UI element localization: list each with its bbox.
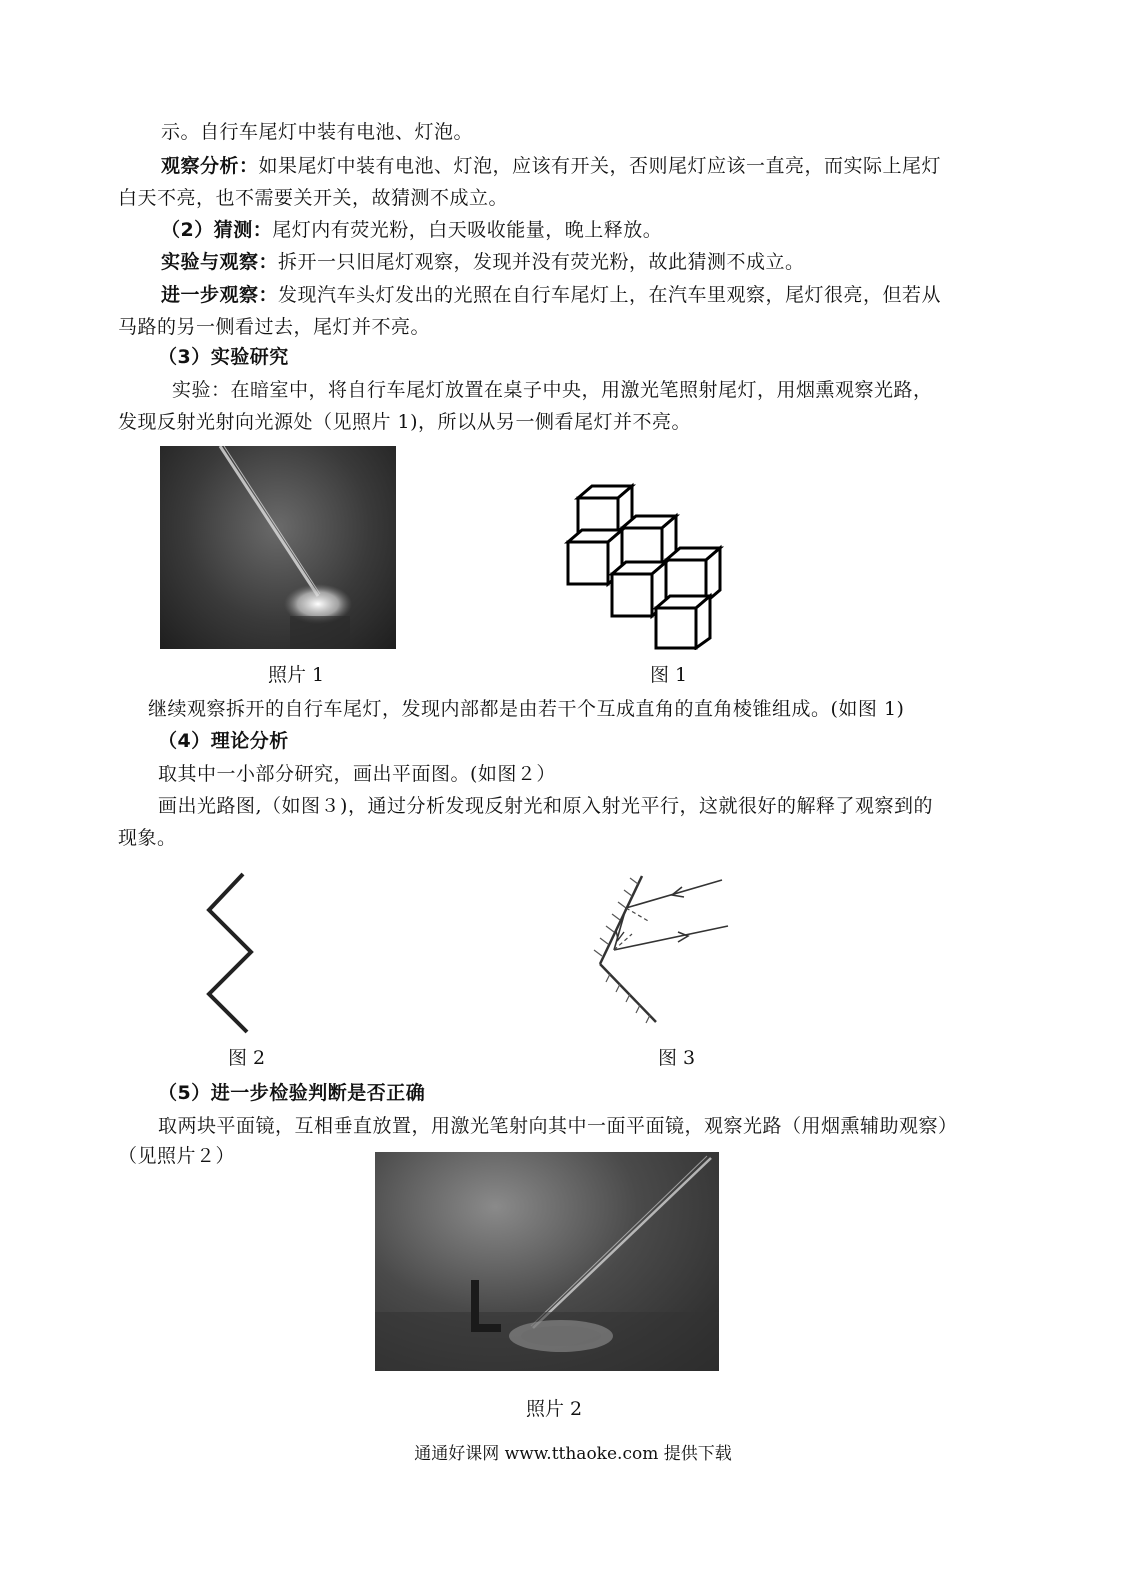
experiment-observation-text: 拆开一只旧尾灯观察，发现并没有荧光粉，故此猜测不成立。 bbox=[278, 251, 805, 273]
para-light-path-line2: 现象。 bbox=[118, 827, 177, 849]
experiment-observation-label: 实验与观察： bbox=[161, 251, 279, 273]
photo-2-caption: 照片 2 bbox=[526, 1398, 583, 1420]
para-two-mirrors-line2: （见照片２） bbox=[118, 1145, 236, 1167]
para-experiment-observation bbox=[161, 251, 805, 273]
further-observation-label: 进一步观察： bbox=[161, 284, 279, 306]
para-plan-view: 取其中一小部分研究，画出平面图。(如图２） bbox=[158, 763, 556, 785]
figure-3-caption: 图 3 bbox=[658, 1047, 696, 1069]
para-continue-observation: 继续观察拆开的自行车尾灯，发现内部都是由若干个互成直角的直角棱锥组成。(如图 1) bbox=[148, 698, 905, 720]
para-guess bbox=[161, 219, 662, 241]
heading-theory-analysis: （4）理论分析 bbox=[158, 730, 289, 752]
para-further-observation-line2: 马路的另一侧看过去，尾灯并不亮。 bbox=[118, 316, 431, 338]
para-observation-analysis-line1 bbox=[161, 155, 941, 177]
guess-text: 尾灯内有荧光粉，白天吸收能量，晚上释放。 bbox=[272, 219, 663, 241]
figure-1-cubes-diagram bbox=[560, 480, 730, 650]
para-light-path-line1: 画出光路图,（如图３)，通过分析发现反射光和原入射光平行，这就很好的解释了观察到的 bbox=[158, 795, 933, 817]
observation-analysis-label: 观察分析： bbox=[161, 155, 259, 177]
heading-experiment-research: （3）实验研究 bbox=[158, 346, 289, 368]
para-observation-analysis-line2: 白天不亮，也不需要关开关，故猜测不成立。 bbox=[118, 187, 509, 209]
figure-2-caption: 图 2 bbox=[228, 1047, 266, 1069]
para-1: 示。自行车尾灯中装有电池、灯泡。 bbox=[161, 121, 474, 143]
footer-download-note: 通通好课网 www.tthaoke.com 提供下载 bbox=[414, 1444, 732, 1464]
photo-2-image bbox=[375, 1152, 719, 1371]
further-observation-text: 发现汽车头灯发出的光照在自行车尾灯上，在汽车里观察，尾灯很亮，但若从 bbox=[278, 284, 942, 306]
figure-3-light-path-diagram bbox=[570, 860, 740, 1030]
guess-label: （2）猜测： bbox=[161, 219, 273, 241]
photo-1-image bbox=[160, 446, 396, 649]
photo-1-caption: 照片 1 bbox=[268, 664, 325, 686]
figure-1-caption: 图 1 bbox=[650, 664, 688, 686]
para-further-observation-line1 bbox=[161, 284, 941, 306]
para-experiment-line2: 发现反射光射向光源处（见照片 1)，所以从另一侧看尾灯并不亮。 bbox=[118, 411, 692, 433]
observation-analysis-text: 如果尾灯中装有电池、灯泡，应该有开关，否则尾灯应该一直亮，而实际上尾灯 bbox=[258, 155, 942, 177]
para-two-mirrors-line1: 取两块平面镜，互相垂直放置，用激光笔射向其中一面平面镜，观察光路（用烟熏辅助观察） bbox=[158, 1115, 958, 1137]
heading-further-verification: （5）进一步检验判断是否正确 bbox=[158, 1082, 426, 1104]
para-experiment-line1: 实验：在暗室中，将自行车尾灯放置在桌子中央，用激光笔照射尾灯，用烟熏观察光路， bbox=[172, 379, 933, 401]
figure-2-zigzag-diagram bbox=[195, 868, 275, 1038]
